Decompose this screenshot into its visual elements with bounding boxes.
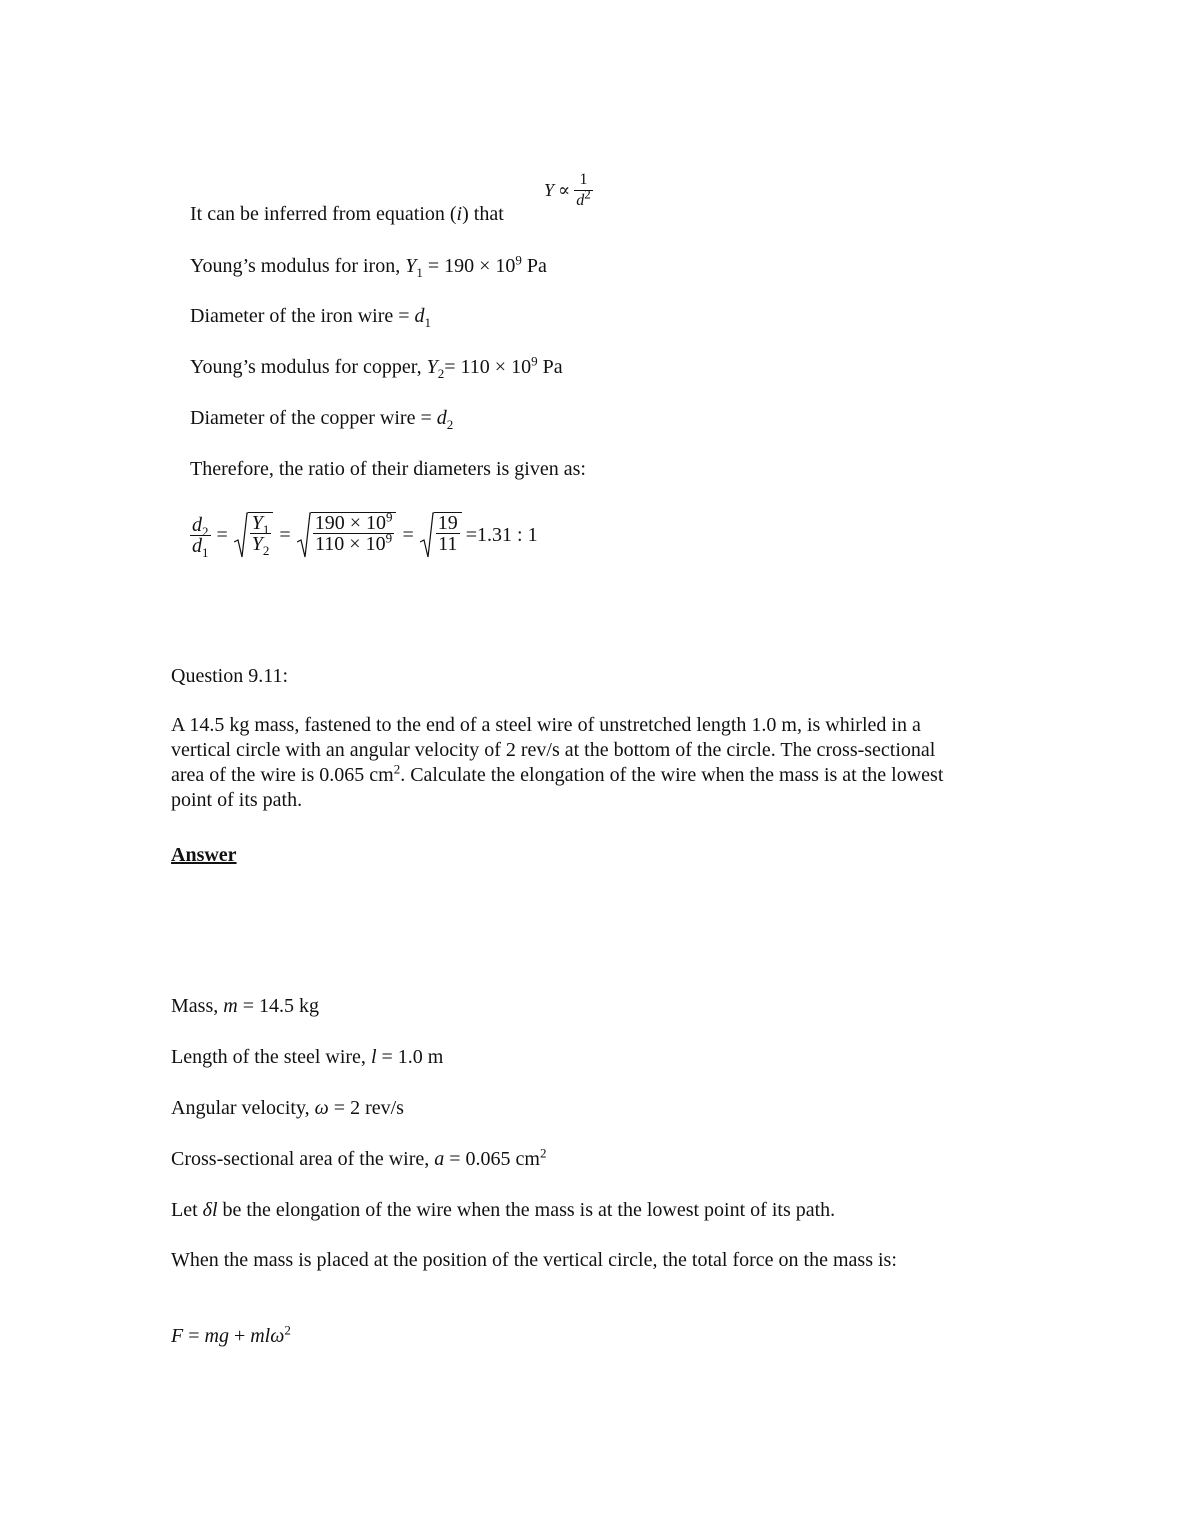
proportion-formula bbox=[544, 170, 593, 211]
ratio-equation: $\frac{d_2}{d_1}$ = $\frac{Y_1}{Y_2}$ = $\frac{190 \times 10^9}{110 \times 10^9}$ = $\frac{19}{11}$ =1.31 : 1 bbox=[192, 509, 538, 560]
area-line: Cross-sectional area of the wire, a = 0.065 $cm^2$ bbox=[171, 1145, 547, 1170]
mass-line: Mass, m = 14.5 kg bbox=[171, 995, 319, 1017]
proportion-numerator: 1 bbox=[574, 170, 593, 191]
iron-modulus-line: Young’s modulus for iron, $Y_1 = 190 \times 10^9$ Pa bbox=[190, 252, 547, 280]
ratio-result: =1.31 : 1 bbox=[465, 523, 538, 546]
answer-link[interactable]: Answer bbox=[171, 844, 237, 866]
elongation-line: Let δl be the elongation of the wire when the mass is at the lowest point of its path. bbox=[171, 1199, 836, 1221]
sqrt-y-ratio: $\frac{Y_1}{Y_2}$ bbox=[234, 512, 274, 558]
proportion-lhs: Y bbox=[544, 180, 555, 200]
proportion-denominator: $d^2$ bbox=[576, 186, 591, 209]
ratio-intro: Therefore, the ratio of their diameters is given as: bbox=[190, 458, 586, 480]
ratio-d-fraction: $\frac{d_2}{d_1}$ bbox=[192, 513, 209, 560]
proportion-lead: It can be inferred from equation ( bbox=[190, 203, 457, 225]
iron-diameter-line: Diameter of the iron wire = $d_1$ bbox=[190, 305, 432, 330]
copper-modulus-line: Young’s modulus for copper, $Y_2= 110 \times 10^9$ Pa bbox=[190, 353, 563, 381]
force-intro: When the mass is placed at the position of the vertical circle, the total force on the mass is: bbox=[171, 1249, 897, 1271]
proportion-tail: ) that bbox=[462, 203, 504, 225]
copper-diameter-line: Diameter of the copper wire = $d_2$ bbox=[190, 407, 454, 432]
sqrt-simplified-ratio: $\frac{19}{11}$ bbox=[420, 512, 462, 558]
question-body: A 14.5 kg mass, fastened to the end of a steel wire of unstretched length 1.0 m, is whirled in a vertical circle with an angular velocity of 2 rev/s at the bottom of the circle. The cross-sectional area of the wire is 0.065 $cm^2$. Calculate the elongation of the wire when the mass is at the lowest point of its path. bbox=[171, 714, 944, 811]
force-equation: F = mg + mlω$^2$ bbox=[171, 1322, 291, 1347]
proportion-fraction bbox=[574, 170, 593, 211]
question-heading: Question 9.11: bbox=[171, 665, 289, 687]
proportional-symbol: ∝ bbox=[558, 180, 571, 200]
length-line: Length of the steel wire, l = 1.0 m bbox=[171, 1046, 444, 1068]
sqrt-value-ratio: $\frac{190 \times 10^9}{110 \times 10^9}$ bbox=[297, 512, 397, 558]
proportion-line bbox=[190, 202, 504, 226]
angular-velocity-line: Angular velocity, ω = 2 rev/s bbox=[171, 1097, 404, 1119]
equation-ref: i bbox=[456, 203, 463, 225]
